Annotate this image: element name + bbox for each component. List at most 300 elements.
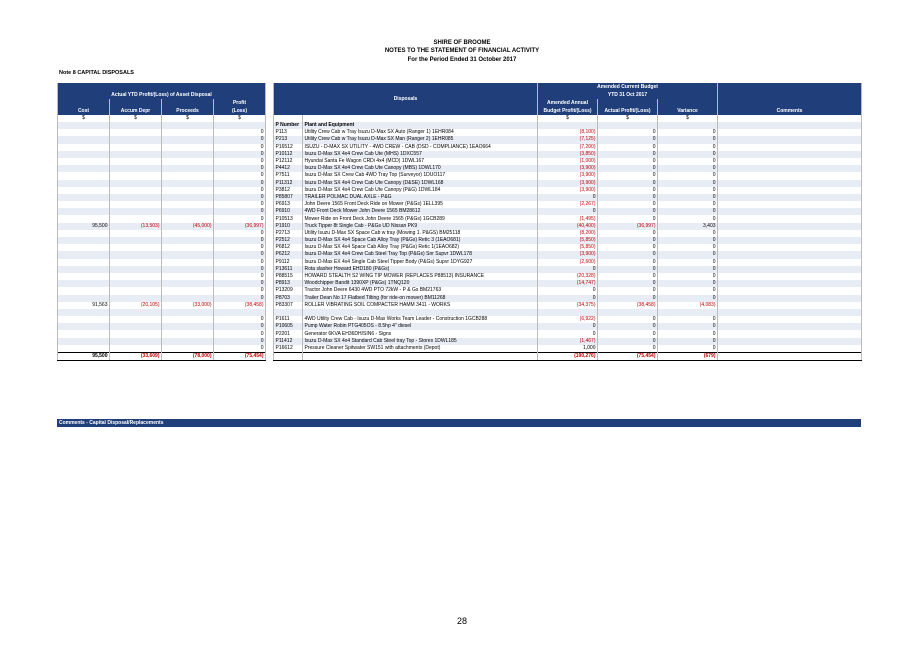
table-row (58, 208, 862, 215)
cell-comments (718, 345, 862, 353)
cell-comments (718, 316, 862, 323)
cell-actual: 0 (598, 237, 658, 244)
cell-proceeds (162, 151, 214, 158)
cell-variance: 0 (658, 345, 718, 353)
cell-actual: 0 (598, 158, 658, 165)
cell-accum-depr (110, 230, 162, 237)
cell-comments (718, 194, 862, 201)
cell-variance: 0 (658, 295, 718, 302)
cell-accum-depr (110, 338, 162, 345)
cell-description: Truck Tipper 8t Single Cab - P&Gs UD Nissan PK9 (303, 223, 538, 230)
cell-pnumber: P88515 (274, 273, 303, 280)
cell-comments (718, 172, 862, 179)
cell-budget: (3,900) (538, 187, 598, 194)
cell-budget: (7,125) (538, 136, 598, 143)
cell-actual (598, 309, 658, 316)
cell-cost (58, 136, 110, 143)
cell-accum-depr: (13,503) (110, 223, 162, 230)
cell-pnumber: P6212 (274, 251, 303, 258)
cell-profit: 0 (214, 215, 266, 222)
cell-variance: 0 (658, 187, 718, 194)
cell-proceeds (162, 309, 214, 316)
cell-cost (58, 266, 110, 273)
cell-cost (58, 208, 110, 215)
table-row (58, 237, 862, 244)
table-row (58, 151, 862, 158)
cell-budget (538, 309, 598, 316)
cell-comments (718, 287, 862, 294)
cell-proceeds (162, 165, 214, 172)
cell-comments (718, 251, 862, 258)
cell-budget: (40,400) (538, 223, 598, 230)
cell-actual: 0 (598, 345, 658, 353)
cell-budget: 0 (538, 323, 598, 330)
table-row (58, 273, 862, 280)
cell-profit: 0 (214, 244, 266, 251)
cell-cost (58, 330, 110, 337)
cell-comments (718, 244, 862, 251)
header-comments: Comments (718, 107, 862, 115)
cell-profit: 0 (214, 338, 266, 345)
cell-description: Isuzu D-Max SX 4x4 Space Cab Alloy Tray (P&Gs) Retic 1(1EAO682) (303, 244, 538, 251)
cell-description: 4WD Front Deck Mower John Deere 1565 BM28612 (303, 208, 538, 215)
cell-actual: 0 (598, 295, 658, 302)
cell-accum-depr (110, 172, 162, 179)
cell-accum-depr (110, 208, 162, 215)
cell-proceeds (162, 244, 214, 251)
cell-actual: 0 (598, 215, 658, 222)
header-proceeds: Proceeds (162, 107, 214, 115)
cell-cost (58, 230, 110, 237)
cell-pnumber: P12112 (274, 158, 303, 165)
cell-accum-depr (110, 194, 162, 201)
header-group-right: Amended Current Budget (538, 83, 718, 91)
cell-comments (718, 273, 862, 280)
cell-variance: 0 (658, 287, 718, 294)
table-row (58, 338, 862, 345)
cell-variance: 0 (658, 316, 718, 323)
cell-comments (718, 266, 862, 273)
cell-actual: 0 (598, 208, 658, 215)
comments-bar: Comments - Capital Disposal/Replacements (57, 419, 861, 427)
cell-description: ROLLER VIBRATING SOIL COMPACTER HAMM 3411 - WORKS (303, 302, 538, 309)
cell-cost (58, 287, 110, 294)
total-pnumber (274, 352, 303, 360)
cell-description: Isuzu D-Max SX 4x4 Crew Cab Ute Canopy (P&G) 1DWL184 (303, 187, 538, 194)
cell-variance: 0 (658, 323, 718, 330)
cell-accum-depr (110, 151, 162, 158)
cell-budget: (5,850) (538, 244, 598, 251)
cell-variance: 0 (658, 180, 718, 187)
cell-accum-depr (110, 158, 162, 165)
table-row (58, 259, 862, 266)
cell-variance: 0 (658, 251, 718, 258)
cell-actual: (38,458) (598, 302, 658, 309)
cell-profit: 0 (214, 151, 266, 158)
total-accum-depr: (33,609) (110, 352, 162, 360)
cell-variance: 0 (658, 259, 718, 266)
cell-cost (58, 345, 110, 353)
cell-budget: (1,000) (538, 158, 598, 165)
cell-accum-depr (110, 136, 162, 143)
cell-profit: 0 (214, 158, 266, 165)
cell-description: Utility Crew Cab w Tray Isuzu D-Max SX Man (Ranger 2) 1EHR085 (303, 136, 538, 143)
cell-comments (718, 165, 862, 172)
cell-accum-depr (110, 180, 162, 187)
cell-budget: 0 (538, 194, 598, 201)
cell-proceeds (162, 316, 214, 323)
capital-disposals-table (57, 83, 862, 361)
cell-description: Pressure Cleaner Spitwater SW151 with attachments (Depot) (303, 345, 538, 353)
cell-pnumber: P8913 (274, 280, 303, 287)
cell-pnumber: P213 (274, 136, 303, 143)
cell-actual: 0 (598, 201, 658, 208)
cell-budget: 0 (538, 287, 598, 294)
cell-description: HOWARD STEALTH S2 WING TIP MOWER (REPLACES P88513) INSURANCE (303, 273, 538, 280)
cell-description: Hyundai Santa Fe Wagon CRDi 4x4 (MCD) 1DWL167 (303, 158, 538, 165)
cell-description: Isuzu D-Max SX 4x4 Crew Cab Steel Tray Top (P&Gs) Snr Supvr 1DWL178 (303, 251, 538, 258)
cell-profit: 0 (214, 165, 266, 172)
cell-budget: (8,100) (538, 129, 598, 136)
cell-pnumber: P7511 (274, 172, 303, 179)
cell-description: ISUZU - D-MAX SX UTILITY - 4WD CREW - CAB (DSD - COMPLIANCE) 1EAO664 (303, 144, 538, 151)
cell-profit: 0 (214, 194, 266, 201)
cell-actual: 0 (598, 187, 658, 194)
note-title: Note 8 CAPITAL DISPOSALS (59, 70, 134, 76)
cell-proceeds (162, 330, 214, 337)
cell-pnumber: P85807 (274, 194, 303, 201)
cell-comments (718, 309, 862, 316)
cell-actual: 0 (598, 129, 658, 136)
currency-proceeds: $ (162, 115, 214, 122)
total-description (303, 352, 538, 360)
cell-actual: 0 (598, 338, 658, 345)
table-row (58, 158, 862, 165)
cell-cost (58, 144, 110, 151)
cell-description: Isuzu D-Max SX 4x4 Standard Cab Steel tray Top - Stores 1DWL185 (303, 338, 538, 345)
cell-pnumber: P11312 (274, 180, 303, 187)
cell-budget: 1,000 (538, 345, 598, 353)
cell-actual: 0 (598, 273, 658, 280)
table-row (58, 244, 862, 251)
cell-description: Rota slasher Howard EHD180 (P&Gs) (303, 266, 538, 273)
header-disposals: Disposals (274, 91, 538, 107)
cell-cost (58, 309, 110, 316)
cell-proceeds (162, 180, 214, 187)
cell-budget: (2,267) (538, 201, 598, 208)
header-group-left: Actual YTD Profit/(Loss) of Asset Disposal (58, 91, 266, 99)
cell-pnumber: P1611 (274, 316, 303, 323)
cell-profit: 0 (214, 287, 266, 294)
cell-description: Pump Water Robin PTG405OS - 8.5hp 4" diesel (303, 323, 538, 330)
cell-variance: 0 (658, 165, 718, 172)
cell-profit: (38,458) (214, 302, 266, 309)
cell-cost (58, 129, 110, 136)
cell-variance: 0 (658, 237, 718, 244)
cell-variance: 0 (658, 129, 718, 136)
table-row (58, 136, 862, 143)
table-row (58, 172, 862, 179)
cell-pnumber: P13611 (274, 266, 303, 273)
cell-pnumber: P11412 (274, 338, 303, 345)
header-comments-top (718, 83, 862, 91)
cell-actual: 0 (598, 144, 658, 151)
cell-variance: 0 (658, 266, 718, 273)
cell-cost (58, 158, 110, 165)
cell-comments (718, 201, 862, 208)
cell-pnumber (274, 309, 303, 316)
cell-accum-depr (110, 280, 162, 287)
header-profit-2: (Loss) (214, 107, 266, 115)
cell-cost (58, 295, 110, 302)
cell-cost (58, 172, 110, 179)
cell-profit: 0 (214, 180, 266, 187)
cell-budget: 0 (538, 266, 598, 273)
cell-accum-depr (110, 266, 162, 273)
cell-comments (718, 230, 862, 237)
cell-description: John Deere 1565 Front Deck Ride on Mower (P&Gs) 1ELL395 (303, 201, 538, 208)
table-row (58, 302, 862, 309)
cell-variance: 0 (658, 338, 718, 345)
cell-proceeds (162, 194, 214, 201)
total-proceeds: (78,000) (162, 352, 214, 360)
header-group-left-top (58, 83, 266, 91)
cell-proceeds (162, 136, 214, 143)
cell-pnumber: P8703 (274, 295, 303, 302)
cell-profit: 0 (214, 295, 266, 302)
cell-actual: 0 (598, 230, 658, 237)
cell-comments (718, 223, 862, 230)
cell-cost (58, 165, 110, 172)
cell-accum-depr (110, 345, 162, 353)
cell-pnumber: P16612 (274, 345, 303, 353)
total-actual: (75,454) (598, 352, 658, 360)
cell-budget: (1,467) (538, 338, 598, 345)
cell-actual: 0 (598, 266, 658, 273)
total-variance: (679) (658, 352, 718, 360)
cell-pnumber: P6913 (274, 201, 303, 208)
table-row (58, 323, 862, 330)
cell-profit: (36,997) (214, 223, 266, 230)
table-row (58, 266, 862, 273)
cell-description: Isuzu D-Max SX 4x4 Crew Cab Ute Canopy (MBS) 1DWL170 (303, 165, 538, 172)
table-row (58, 129, 862, 136)
cell-pnumber: P10605 (274, 323, 303, 330)
cell-variance: (4,083) (658, 302, 718, 309)
cell-actual: 0 (598, 151, 658, 158)
currency-variance: $ (658, 115, 718, 122)
cell-pnumber: P113 (274, 129, 303, 136)
cell-comments (718, 295, 862, 302)
cell-budget: (20,328) (538, 273, 598, 280)
cell-proceeds (162, 273, 214, 280)
cell-accum-depr (110, 201, 162, 208)
header-actual: Actual Profit/(Loss) (598, 107, 658, 115)
cell-description: Trailer Dean No 17 Flatbed Tilting (for ride-on mower) BM11268 (303, 295, 538, 302)
cell-budget: (3,900) (538, 172, 598, 179)
cell-budget: (3,850) (538, 151, 598, 158)
cell-variance (658, 309, 718, 316)
cell-comments (718, 323, 862, 330)
cell-pnumber: P2512 (274, 237, 303, 244)
cell-pnumber: P83307 (274, 302, 303, 309)
cell-description: Woodchipper Bandit 1390XP (P&Gs) 1TNQ120 (303, 280, 538, 287)
cell-pnumber: P9112 (274, 259, 303, 266)
cell-profit: 0 (214, 136, 266, 143)
cell-pnumber: P6812 (274, 244, 303, 251)
cell-comments (718, 180, 862, 187)
cell-budget: (6,922) (538, 316, 598, 323)
report-period: For the Period Ended 31 October 2017 (407, 57, 517, 63)
cell-accum-depr (110, 259, 162, 266)
cell-variance: 3,403 (658, 223, 718, 230)
table-row (58, 165, 862, 172)
total-comments (718, 352, 862, 360)
cell-description: Isuzu D-Max SX Crew Cab 4WD Tray Top (Surveyor) 1DUO117 (303, 172, 538, 179)
cell-description: Tractor John Deere 6430 4WD PTO 72kW - P & Gs BM21763 (303, 287, 538, 294)
table-row (58, 287, 862, 294)
cell-variance: 0 (658, 201, 718, 208)
cell-cost (58, 316, 110, 323)
cell-comments (718, 259, 862, 266)
cell-accum-depr (110, 273, 162, 280)
cell-profit: 0 (214, 237, 266, 244)
cell-actual: 0 (598, 259, 658, 266)
table-row (58, 309, 862, 316)
cell-actual: 0 (598, 287, 658, 294)
cell-comments (718, 136, 862, 143)
table-row (58, 201, 862, 208)
cell-description: Isuzu D-Max SX 4x4 Crew Cab Ute Canopy (D&SE) 1DWL168 (303, 180, 538, 187)
cell-actual: 0 (598, 180, 658, 187)
cell-cost (58, 259, 110, 266)
cell-accum-depr: (20,105) (110, 302, 162, 309)
cell-proceeds (162, 280, 214, 287)
table-row (58, 187, 862, 194)
cell-cost (58, 215, 110, 222)
cell-profit: 0 (214, 259, 266, 266)
pnum-label: P Number (274, 122, 303, 129)
cell-profit: 0 (214, 266, 266, 273)
cell-actual: 0 (598, 136, 658, 143)
cell-comments (718, 144, 862, 151)
cell-profit: 0 (214, 330, 266, 337)
cell-cost (58, 251, 110, 258)
header-group-right-sub: YTD 31 Oct 2017 (538, 91, 718, 99)
cell-proceeds: (45,000) (162, 223, 214, 230)
cell-variance: 0 (658, 230, 718, 237)
cell-variance: 0 (658, 172, 718, 179)
cell-accum-depr (110, 330, 162, 337)
cell-comments (718, 208, 862, 215)
cell-proceeds (162, 295, 214, 302)
cell-accum-depr (110, 251, 162, 258)
cell-description: 4WD Utility Crew Cab - Isuzu D-Max Works Team Leader - Construction 1GCB288 (303, 316, 538, 323)
table-row (58, 144, 862, 151)
cell-actual: 0 (598, 251, 658, 258)
table-row (58, 280, 862, 287)
currency-cost: $ (58, 115, 110, 122)
cell-budget: (7,200) (538, 144, 598, 151)
cell-profit: 0 (214, 280, 266, 287)
cell-profit: 0 (214, 208, 266, 215)
cell-proceeds (162, 237, 214, 244)
header-amended-2: Budget Profit/(Loss) (538, 107, 598, 115)
cell-comments (718, 151, 862, 158)
cell-comments (718, 330, 862, 337)
header-cost: Cost (58, 107, 110, 115)
cell-cost (58, 180, 110, 187)
total-budget: (190,276) (538, 352, 598, 360)
cell-actual: 0 (598, 194, 658, 201)
cell-accum-depr (110, 323, 162, 330)
cell-budget: (14,747) (538, 280, 598, 287)
cell-profit: 0 (214, 230, 266, 237)
cell-proceeds (162, 266, 214, 273)
cell-accum-depr (110, 309, 162, 316)
cell-proceeds (162, 345, 214, 353)
cell-pnumber: P3812 (274, 187, 303, 194)
cell-proceeds (162, 338, 214, 345)
table-row (58, 345, 862, 353)
cell-variance: 0 (658, 215, 718, 222)
cell-variance: 0 (658, 194, 718, 201)
cell-budget: 0 (538, 295, 598, 302)
cell-accum-depr (110, 165, 162, 172)
cell-budget: (3,900) (538, 251, 598, 258)
cell-accum-depr (110, 129, 162, 136)
cell-profit: 0 (214, 201, 266, 208)
cell-budget: (34,375) (538, 302, 598, 309)
cell-budget: (5,850) (538, 237, 598, 244)
cell-proceeds (162, 129, 214, 136)
cell-variance: 0 (658, 136, 718, 143)
total-profit: (75,454) (214, 352, 266, 360)
page-number: 28 (456, 616, 467, 626)
cell-pnumber: P6910 (274, 208, 303, 215)
cell-profit: 0 (214, 251, 266, 258)
table-row (58, 330, 862, 337)
cell-proceeds (162, 208, 214, 215)
totals-row (58, 352, 862, 360)
cell-cost (58, 323, 110, 330)
report-subtitle: NOTES TO THE STATEMENT OF FINANCIAL ACTIVITY (384, 48, 540, 54)
cell-actual: 0 (598, 280, 658, 287)
cell-profit: 0 (214, 187, 266, 194)
header-disposals-top (274, 83, 538, 91)
cell-description: Isuzu D-Max SX 4x4 Space Cab Alloy Tray (P&Gs) Retic 3 (1EAO681) (303, 237, 538, 244)
cell-pnumber: P10513 (274, 215, 303, 222)
cell-pnumber: P16512 (274, 144, 303, 151)
cell-proceeds (162, 158, 214, 165)
cell-description (303, 309, 538, 316)
cell-budget: (3,900) (538, 165, 598, 172)
cell-budget: 0 (538, 330, 598, 337)
cell-budget: (2,600) (538, 259, 598, 266)
cell-cost (58, 273, 110, 280)
cell-proceeds (162, 215, 214, 222)
cell-proceeds (162, 287, 214, 294)
report-org: SHIRE OF BROOME (433, 40, 491, 46)
cell-pnumber: P13209 (274, 287, 303, 294)
cell-comments (718, 237, 862, 244)
table-row (58, 316, 862, 323)
cell-description: Isuzu D-Max SX 4x4 Crew Cab Ute (MHS) 1DXC557 (303, 151, 538, 158)
cell-profit: 0 (214, 144, 266, 151)
cell-cost: 91,563 (58, 302, 110, 309)
cell-comments (718, 338, 862, 345)
cell-proceeds (162, 323, 214, 330)
